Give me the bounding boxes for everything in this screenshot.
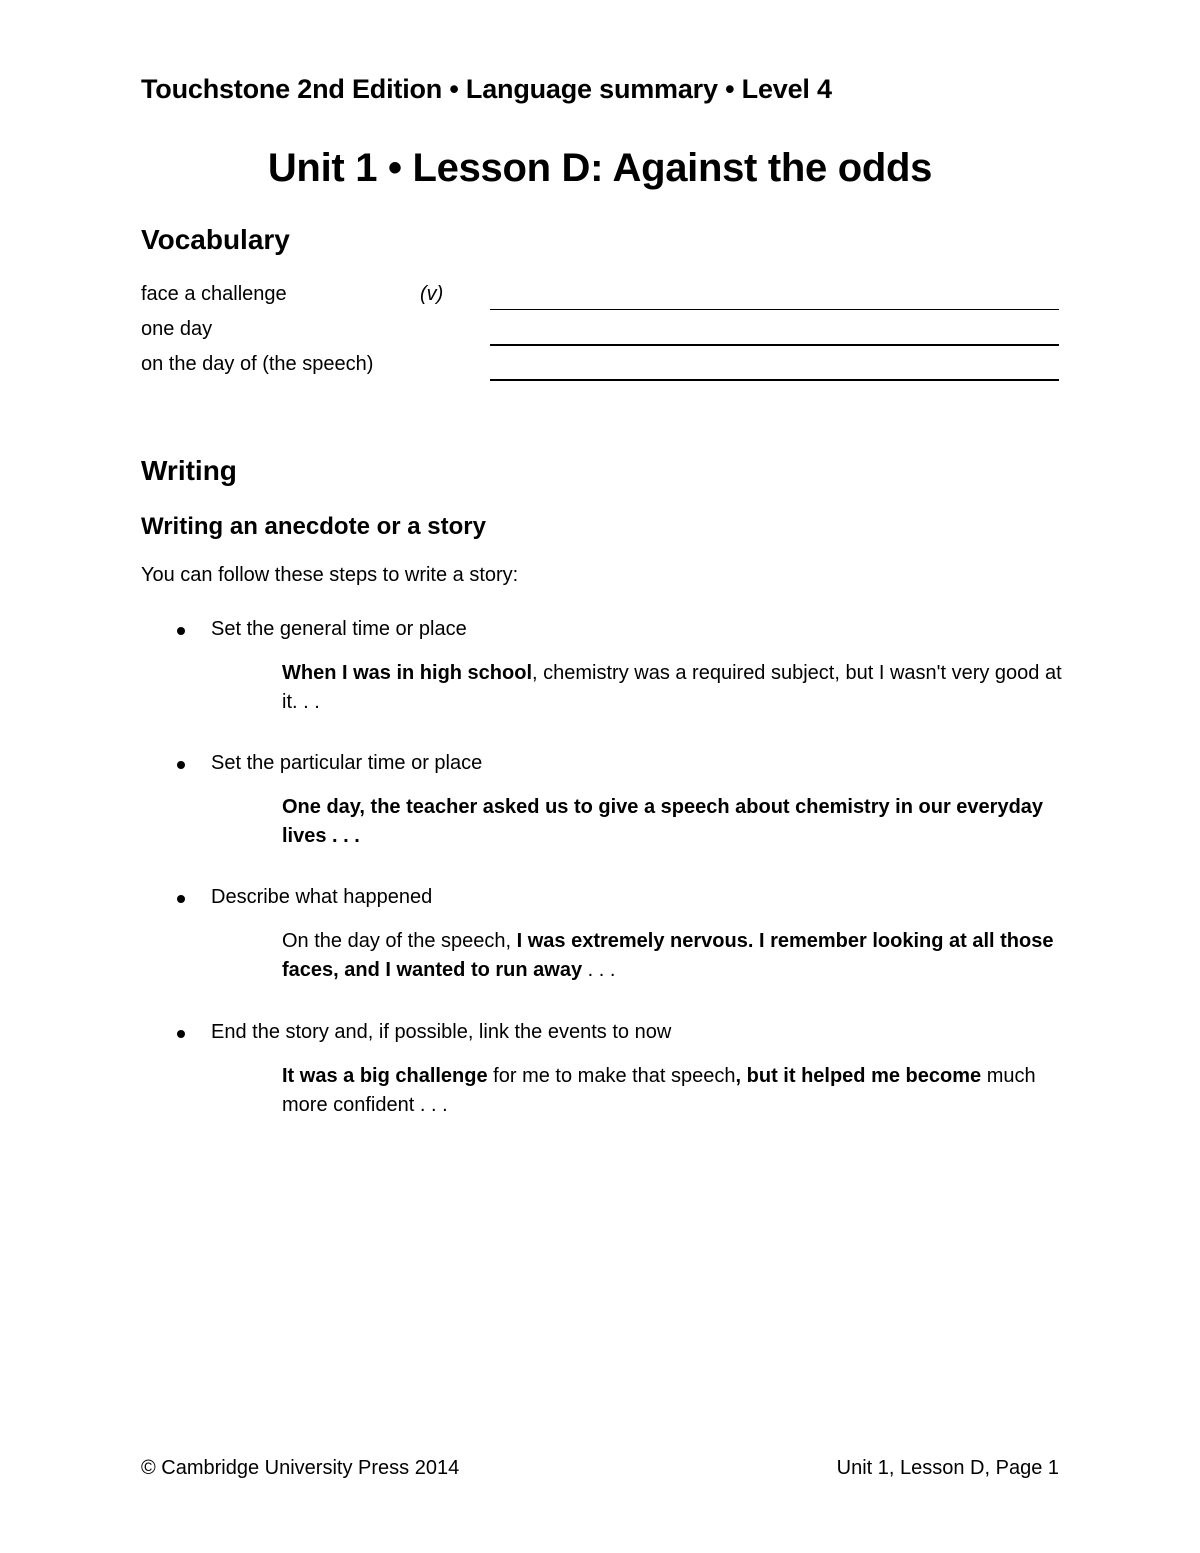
answer-line (490, 309, 1059, 310)
step-example (282, 927, 1062, 985)
example-text-run: I was extremely nervous. I remember looking at all those faces, and I wanted to run away (282, 930, 1054, 981)
example-text-run: When I was in high school (282, 662, 533, 684)
step-example (282, 1062, 1062, 1120)
answer-line (490, 379, 1059, 381)
step-example (282, 793, 1062, 851)
vocab-term: face a challenge (141, 283, 287, 305)
writing-heading: Writing (141, 455, 237, 486)
bullet-icon (177, 761, 185, 769)
vocab-part-of-speech: (v) (420, 283, 444, 305)
example-text-run: for me to make that speech (487, 1065, 736, 1087)
bullet-icon (177, 895, 185, 903)
vocabulary-heading: Vocabulary (141, 224, 290, 255)
writing-subheading: Writing an anecdote or a story (141, 513, 486, 540)
vocab-row (141, 353, 1059, 383)
writing-intro: You can follow these steps to write a story: (141, 564, 519, 586)
step-label: Set the particular time or place (211, 752, 483, 774)
example-text-run: much more confident . . . (282, 1065, 1036, 1116)
footer-page-reference: Unit 1, Lesson D, Page 1 (836, 1457, 1059, 1479)
vocab-term: on the day of (the speech) (141, 353, 374, 375)
example-text-run: . . . (582, 959, 616, 981)
example-text-run: One day, the teacher asked us to give a speech about chemistry in our everyday lives . . . (282, 796, 1044, 847)
step-label: Describe what happened (211, 886, 433, 908)
answer-line (490, 344, 1059, 346)
example-text-run: On the day of the speech, (282, 930, 517, 952)
bullet-icon (177, 627, 185, 635)
vocab-row (141, 283, 1059, 313)
bullet-icon (177, 1030, 185, 1038)
example-text-run: , but it helped me become (735, 1065, 982, 1087)
example-text-run: , chemistry was a required subject, but I wasn't very good at it. . . (282, 662, 1062, 713)
page-header: Touchstone 2nd Edition • Language summary • Level 4 (141, 74, 832, 104)
example-text-run: It was a big challenge (282, 1065, 488, 1087)
footer-copyright: © Cambridge University Press 2014 (141, 1457, 460, 1479)
lesson-title: Unit 1 • Lesson D: Against the odds (267, 146, 933, 190)
vocab-row (141, 318, 1059, 348)
step-example (282, 659, 1062, 717)
vocab-term: one day (141, 318, 213, 340)
step-label: End the story and, if possible, link the events to now (211, 1021, 672, 1043)
step-label: Set the general time or place (211, 618, 467, 640)
